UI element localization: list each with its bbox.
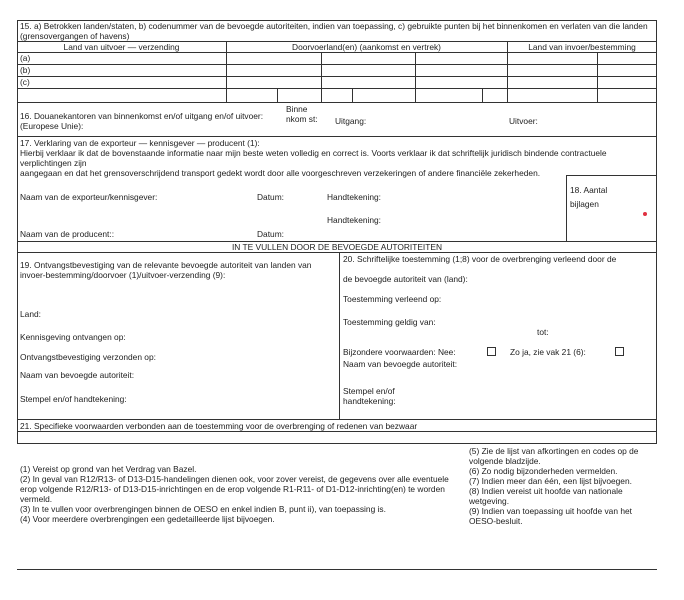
section-17-declaration: Hierbij verklaar ik dat de bovenstaande informatie naar mijn beste weten volledig en correct is. Voorts verklaar ik dat schriftelijk juridisch bindende contractuele verplichtingen zijn [20,148,607,168]
row-label-c: (c) [20,77,30,87]
section-16-label: 16. Douanekantoren van binnenkomst en/of uitgang en/of uitvoer: (Europese Unie): [20,111,264,131]
col-country-of-export: Land van uitvoer — verzending [63,42,180,52]
consent-until-label: tot: [537,327,549,337]
footnote-8: (8) Indien vereist uit hoofde van nationale wetgeving. [469,486,623,506]
producer-name-label: Naam van de producent:: [20,229,115,239]
section-19-title: 19. Ontvangstbevestiging van de relevante bevoegde autoriteit van landen van invoer-bestemming/doorvoer (1)/uitvoer-verzending (9): [20,260,312,280]
producer-date-label: Datum: [257,229,284,239]
row-label-b: (b) [20,65,31,75]
section-20-title: 20. Schriftelijke toestemming (1;8) voor de overbrenging verleend door de [343,254,617,264]
authority-banner: IN TE VULLEN DOOR DE BEVOEGDE AUTORITEITEN [231,242,443,252]
conditions-no-checkbox[interactable] [487,347,496,356]
exporter-name-label: Naam van de exporteur/kennisgever: [20,192,158,202]
section-21-label: 21. Specifieke voorwaarden verbonden aan de toestemming voor de overbrenging of redenen van bezwaar [20,421,418,431]
exporter-signature-label: Handtekening: [327,192,382,202]
col-country-of-import: Land van invoer/bestemming [528,42,636,52]
customs-export-label: Uitvoer: [509,116,538,126]
notification-received-label: Kennisgeving ontvangen op: [20,332,126,342]
section-17-declaration-cont: aangegaan en dat het grensoverschrijdend transport gedekt wordt door alle voorgeschreven verzekeringen of andere financiële zekerheden. [20,168,541,178]
exporter-date-label: Datum: [257,192,284,202]
footnote-6: (6) Zo nodig bijzonderheden vermelden. [469,466,618,476]
footnote-9: (9) Indien van toepassing uit hoofde van het OESO-besluit. [469,506,632,526]
footnotes-left [20,464,455,524]
country-label: Land: [20,309,41,319]
red-dot-mark [643,212,647,216]
acknowledgement-sent-label: Ontvangstbevestiging verzonden op: [20,352,156,362]
special-conditions-label: Bijzondere voorwaarden: Nee: [343,347,456,357]
customs-exit-label: Uitgang: [335,116,367,126]
section-20-authority-country: de bevoegde autoriteit van (land): [343,274,468,284]
footnote-7: (7) Indien meer dan één, een lijst bijvoegen. [469,476,632,486]
consent-valid-label: Toestemming geldig van: [343,317,436,327]
stamp-signature-label-20: Stempel en/of handtekening: [343,386,396,406]
footnote-4: (4) Voor meerdere overbrengingen een gedetailleerde lijst bijvoegen. [20,514,275,524]
section-17-title: 17. Verklaring van de exporteur — kennisgever — producent (1): [20,138,260,148]
consent-granted-label: Toestemming verleend op: [343,294,442,304]
row-label-a: (a) [20,53,31,63]
footnote-1: (1) Vereist op grond van het Verdrag van Bazel. [20,464,197,474]
footnote-5: (5) Zie de lijst van afkortingen en codes op de volgende bladzijde. [469,446,639,466]
footnote-3: (3) In te vullen voor overbrengingen binnen de OESO en enkel indien B, punt ii), van toepassing is. [20,504,386,514]
authority-name-label-20: Naam van bevoegde autoriteit: [343,359,458,369]
conditions-yes-checkbox[interactable] [615,347,624,356]
waste-shipment-form [17,20,657,576]
annex-count-label: 18. Aantal bijlagen [570,185,608,209]
stamp-signature-label: Stempel en/of handtekening: [20,394,127,404]
section-15-heading: 15. a) Betrokken landen/staten, b) codenummer van de bevoegde autoriteiten, indien van toepassing, c) gebruikte punten bij het binnenkomen en verlaten van die landen (grensovergangen of havens) [20,21,648,41]
producer-signature-label: Handtekening: [327,215,382,225]
footnote-2: (2) In geval van R12/R13- of D13-D15-handelingen dienen ook, voor zover vereist, de gegevens over alle eventuele erop volgende R12/R13- of D13-D15-inrichtingen en de erop volgende R1-R11- of D1-D12-inrichting(en) te worden vermeld. [20,474,449,504]
conditions-yes-label: Zo ja, zie vak 21 (6): [510,347,586,357]
col-transit-countries: Doorvoerland(en) (aankomst en vertrek) [292,42,441,52]
footnotes-right [469,446,657,526]
customs-entry-label: Binne nkom st: [286,104,318,124]
authority-name-label: Naam van bevoegde autoriteit: [20,370,135,380]
